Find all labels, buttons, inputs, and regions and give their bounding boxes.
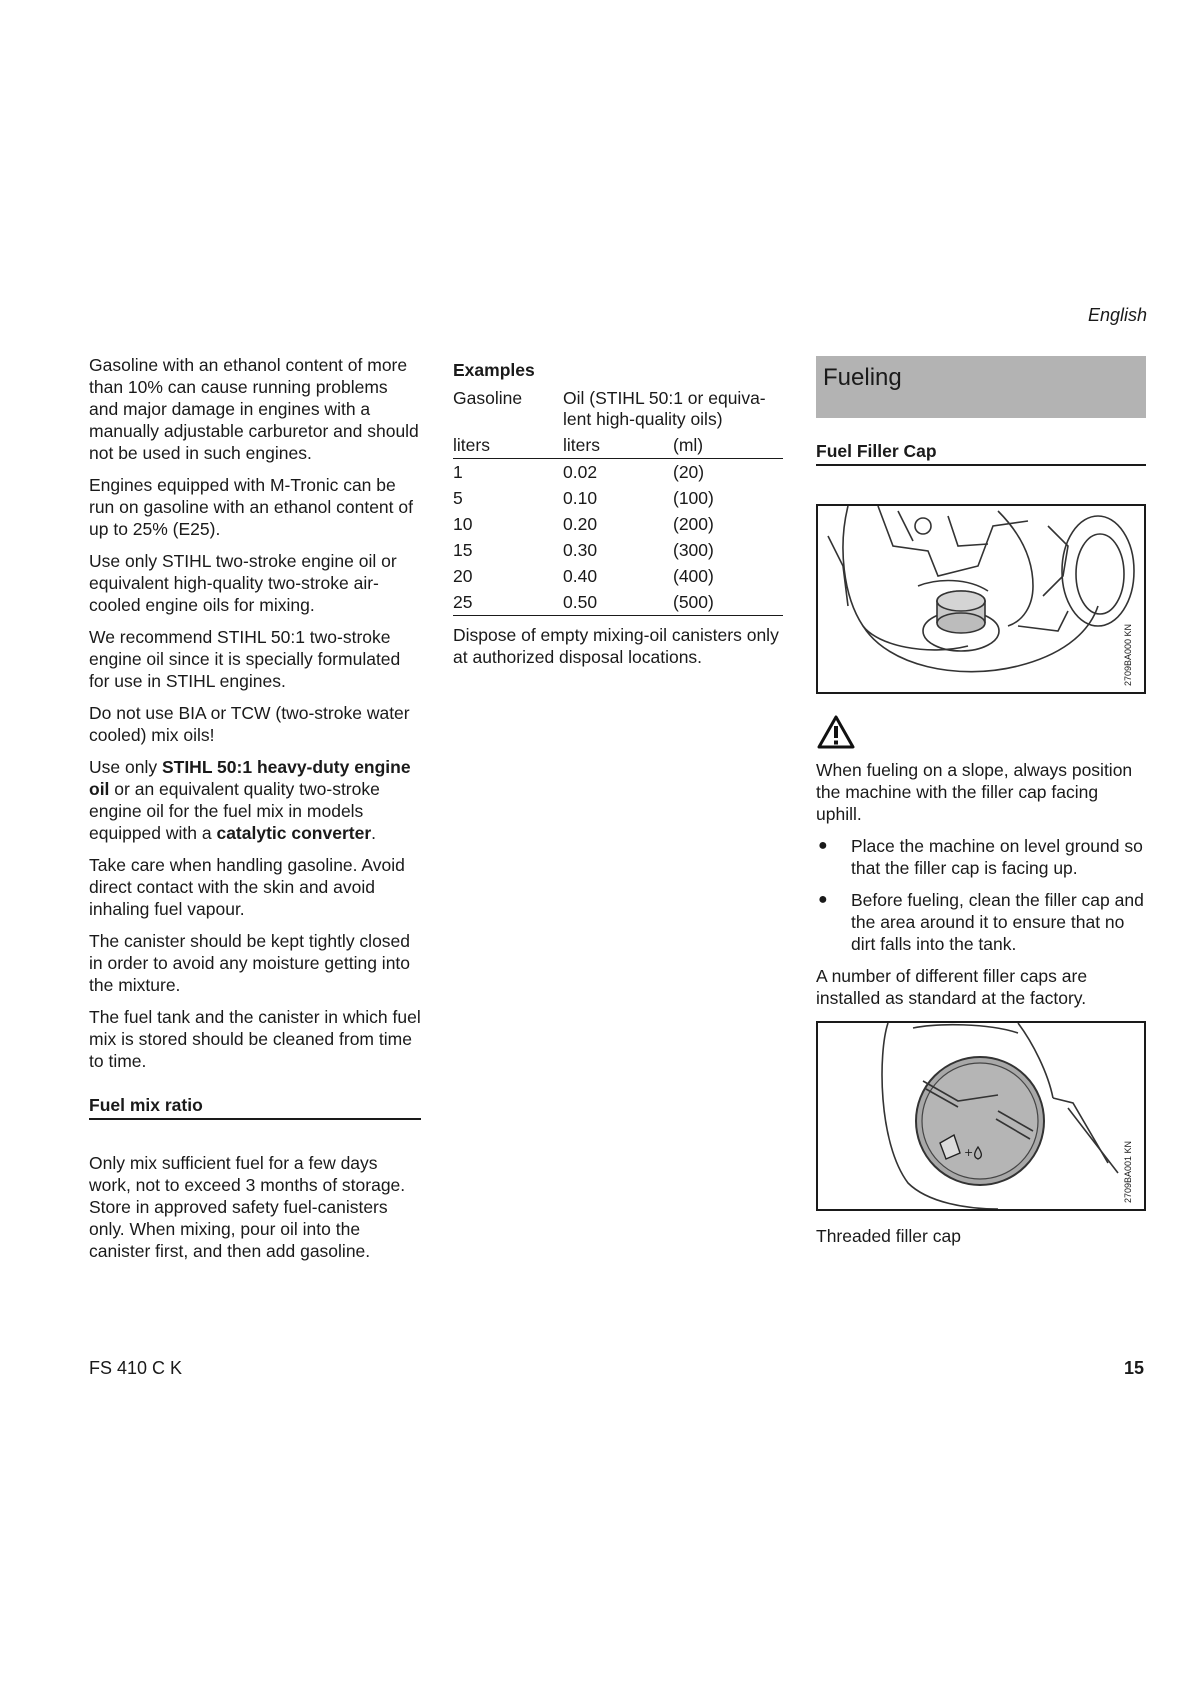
figure-threaded-filler-cap bbox=[816, 1021, 1146, 1211]
paragraph: The canister should be kept tightly closed in order to avoid any moisture getting into the mixture. bbox=[89, 931, 411, 995]
dispose-note: Dispose of empty mixing-oil canisters only at authorized disposal locations. bbox=[453, 625, 779, 667]
paragraph: We recommend STIHL 50:1 two-stroke engine oil since it is specially formulated for use in STIHL engines. bbox=[89, 627, 401, 691]
mix-ratio-table bbox=[453, 385, 783, 616]
bold-text: catalytic converter bbox=[216, 823, 372, 843]
list-item-text: Before fueling, clean the filler cap and the area around it to ensure that no dirt falls into the tank. bbox=[851, 890, 1144, 954]
examples-title: Examples bbox=[453, 360, 535, 380]
paragraph: Use only STIHL two-stroke engine oil or equivalent high-quality two-stroke air-cooled engine oils for mixing. bbox=[89, 551, 397, 615]
paragraph: Take care when handling gasoline. Avoid direct contact with the skin and avoid inhaling fuel vapour. bbox=[89, 855, 405, 919]
text: . bbox=[371, 823, 377, 843]
subheading-fuel-mix-ratio: Fuel mix ratio bbox=[89, 1094, 421, 1120]
warning-icon bbox=[816, 714, 1146, 755]
section-banner-fueling: Fueling bbox=[816, 356, 1146, 418]
language-label: English bbox=[1087, 305, 1147, 325]
figure-code: 2709BA001 KN bbox=[1123, 1140, 1133, 1203]
warning-text: When fueling on a slope, always position the machine with the filler cap facing uphill. bbox=[816, 760, 1133, 824]
table-header-cell: Gasoline bbox=[453, 388, 523, 408]
instruction-list bbox=[816, 835, 1146, 955]
subheading-fuel-filler-cap: Fuel Filler Cap bbox=[816, 440, 1146, 466]
paragraph: Do not use BIA or TCW (two-stroke water cooled) mix oils! bbox=[89, 703, 410, 745]
table-cell: 15 bbox=[453, 540, 473, 560]
paragraph bbox=[89, 756, 421, 844]
paragraph: Gasoline with an ethanol content of more than 10% can cause running problems and major damage in engines with a manually adjustable carburetor and should not be used in such engines. bbox=[89, 355, 419, 463]
table-cell: (500) bbox=[673, 589, 783, 616]
table-cell: 0.40 bbox=[563, 566, 598, 586]
paragraph: A number of different filler caps are installed as standard at the factory. bbox=[816, 966, 1088, 1008]
table-row bbox=[453, 563, 783, 589]
table-cell: 10 bbox=[453, 514, 473, 534]
table-cell: 25 bbox=[453, 589, 563, 616]
figure-engine-filler-cap bbox=[816, 504, 1146, 694]
table-cell: 0.20 bbox=[563, 514, 598, 534]
list-item bbox=[816, 835, 1146, 879]
table-cell: 20 bbox=[453, 566, 473, 586]
table-row bbox=[453, 459, 783, 486]
page-number: 15 bbox=[1123, 1358, 1144, 1378]
paragraph: Only mix sufficient fuel for a few days work, not to exceed 3 months of storage. Store in approved safety fuel-canisters only. When mixing, pour oil into the canister first, and then add gasoline. bbox=[89, 1153, 406, 1261]
figure-caption: Threaded filler cap bbox=[816, 1226, 961, 1246]
paragraph: Engines equipped with M-Tronic can be run on gasoline with an ethanol content of up to 25% (E25). bbox=[89, 475, 413, 539]
table-row bbox=[453, 537, 783, 563]
footer-model: FS 410 C K bbox=[89, 1358, 183, 1378]
table-row bbox=[453, 589, 783, 616]
table-cell: 5 bbox=[453, 488, 463, 508]
bullet: ● bbox=[818, 891, 828, 908]
text: or an equivalent quality two-stroke engine oil for the fuel mix in models equipped with a bbox=[89, 779, 380, 843]
table-cell: 0.10 bbox=[563, 488, 598, 508]
table-row bbox=[453, 485, 783, 511]
table-cell: (100) bbox=[673, 488, 714, 508]
list-item bbox=[816, 889, 1146, 955]
column-left bbox=[89, 354, 421, 1272]
table-cell: (300) bbox=[673, 540, 714, 560]
table-cell: 0.30 bbox=[563, 540, 598, 560]
table-cell: (200) bbox=[673, 514, 714, 534]
svg-text:+: + bbox=[964, 1146, 974, 1159]
table-cell: liters bbox=[453, 432, 563, 459]
table-cell: 1 bbox=[453, 462, 463, 482]
table-cell: (ml) bbox=[673, 432, 783, 459]
paragraph: The fuel tank and the canister in which fuel mix is stored should be cleaned from time to time. bbox=[89, 1007, 421, 1071]
bullet: ● bbox=[818, 837, 828, 854]
figure-code: 2709BA000 KN bbox=[1123, 623, 1133, 686]
table-cell: 0.50 bbox=[563, 589, 673, 616]
list-item-text: Place the machine on level ground so that the filler cap is facing up. bbox=[851, 836, 1143, 878]
text: Use only bbox=[89, 757, 162, 777]
table-header-cell: Oil (STIHL 50:1 or equiva-lent high-quality oils) bbox=[563, 388, 766, 429]
table-cell: (20) bbox=[673, 462, 705, 482]
bold-text: STIHL 50:1 heavy-duty engine oil bbox=[89, 757, 411, 799]
table-cell: (400) bbox=[673, 566, 714, 586]
table-row bbox=[453, 511, 783, 537]
table-cell: liters bbox=[563, 432, 673, 459]
table-cell: 0.02 bbox=[563, 462, 598, 482]
column-middle bbox=[453, 359, 783, 678]
column-right bbox=[816, 356, 1146, 1257]
table-units-row bbox=[453, 432, 783, 459]
engine-illustration bbox=[818, 506, 1144, 692]
table-header-row bbox=[453, 385, 783, 432]
filler-cap-illustration bbox=[818, 1023, 1144, 1209]
